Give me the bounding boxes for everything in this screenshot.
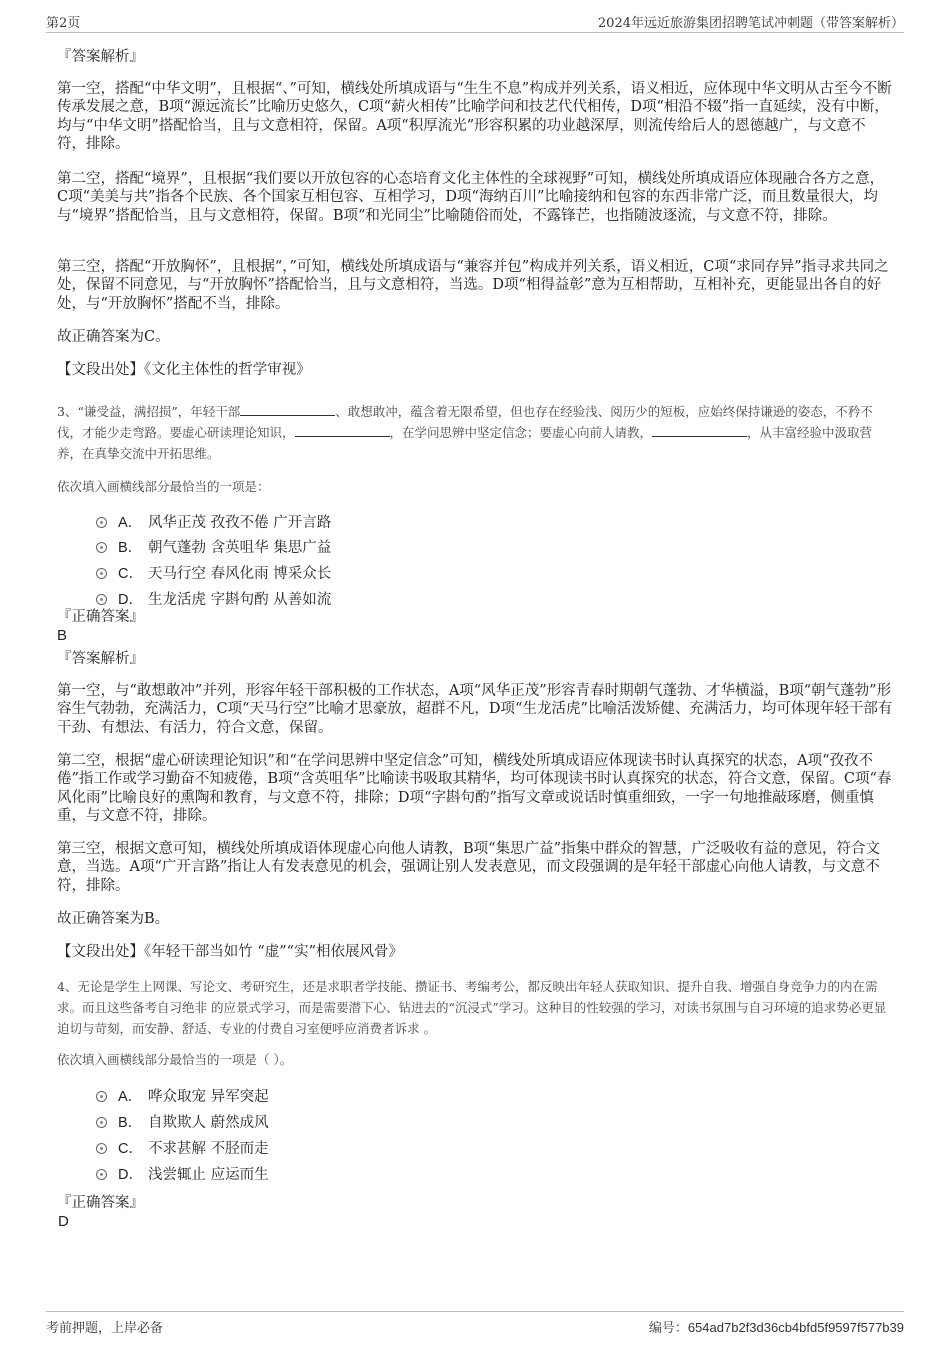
document-title: 2024年远近旅游集团招聘笔试冲刺题（带答案解析） (597, 16, 904, 31)
q3-source (57, 943, 894, 961)
blank-line (652, 424, 747, 437)
page-number: 第2页 (46, 16, 81, 31)
q2-source-label: 【文段出处】 (57, 362, 144, 378)
q2-analysis-p3: 第三空，搭配“开放胸怀”，且根据“，”可知，横线处所填成语与“兼容并包”构成并列关系，语义相近，C项“求同存异”指寻求共同之处，保留不同意见，与“开放胸怀”搭配恰当，且与文意相符，当选。D项“相得益彰”意为互相帮助，互相补充，更能显出各自的好处，与“开放胸怀”搭配不当，排除。 (57, 259, 889, 312)
q3-analysis-p1: 第一空，与“敢想敢冲”并列，形容年轻干部积极的工作状态，A项“风华正茂”形容青春时期朝气蓬勃、才华横溢，B项“朝气蓬勃”形容生气勃勃，充满活力，C项“天马行空”比喻才思豪放，超群不凡，D项“生龙活虎”比喻活泼矫健、充满活力，均可体现年轻干部有干劲、有想法、有活力，符合文意，保留。 (57, 683, 893, 736)
option-text: 天马行空 春风化雨 博采众长 (148, 566, 332, 582)
q2-analysis-p2: 第二空，搭配“境界”，且根据“我们要以开放包容的心态培育文化主体性的全球视野”可知，横线处所填成语应体现融合各方之意，C项“美美与共”指各个民族、各个国家互相包容、互相学习，D项“海纳百川”比喻接纳和包容的东西非常广泛，而且数量很大，均与“境界”搭配恰当，且与文意相符，保留。B项“和光同尘”比喻随俗而处，不露锋芒，也指随波逐流，与文意不符，排除。 (57, 171, 885, 224)
q3-answer: B (57, 627, 68, 644)
q3-option-c[interactable] (96, 564, 331, 584)
q4-answer: D (58, 1213, 69, 1230)
q4-option-c[interactable] (96, 1139, 269, 1159)
q2-conclusion: 故正确答案为C。 (57, 329, 170, 345)
page-header (46, 6, 904, 33)
q3-analysis-p2: 第二空，根据“虚心研读理论知识”和“在学问思辨中坚定信念”可知，横线处所填成语应体现读书时认真探究的状态，A项“孜孜不倦”指工作或学习勤奋不知疲倦，B项“含英咀华”比喻读书吸取其精华，均可体现读书时认真探究的状态，符合文意，保留。C项“春风化雨”比喻良好的熏陶和教育，与文意不符，排除；D项“字斟句酌”指写文章或说话时慎重细致，一字一句地推敲琢磨，侧重慎重，与文意不符，排除。 (57, 753, 892, 825)
q3-source-label: 【文段出处】 (57, 944, 144, 960)
q3-option-a[interactable] (96, 513, 331, 533)
blank-line (240, 403, 335, 416)
option-text: 自欺欺人 蔚然成风 (148, 1115, 269, 1131)
radio-icon[interactable] (96, 1091, 107, 1102)
radio-icon[interactable] (96, 542, 107, 553)
q4-stem: 4、无论是学生上网课、写论文、考研究生，还是求职者学技能、攒证书、考编考公，都反映出年轻人获取知识、提升自我、增强自身竞争力的内在需求。而且这些备考自习绝非 的应景式学习，而是需要潜下心、钻进去的“沉浸式”学习。这种目的性较强的学习，对读书氛围与自习环境的追求势必更显迫切与苛刻，而安静、舒适、专业的付费自习室便呼应消费者诉求 。 (57, 979, 887, 1036)
q3-stem-part-a: 3、“谦受益，满招损”，年轻干部 (57, 404, 241, 419)
q2-source-title: 《文化主体性的哲学审视》 (144, 362, 311, 378)
option-text: 不求甚解 不胫而走 (148, 1141, 269, 1157)
footer-code: 编号：654ad7b2f3d36cb4bfd5f9597f577b39 (648, 1320, 904, 1335)
option-key: D． (118, 1167, 143, 1183)
option-text: 生龙活虎 字斟句酌 从善如流 (148, 592, 332, 608)
q3-stem-part-c: ，在学问思辨中坚定信念；要虚心向前人请教， (389, 425, 653, 440)
option-key: B． (118, 540, 143, 556)
option-key: A． (118, 515, 143, 531)
footer-slogan: 考前押题，上岸必备 (46, 1321, 164, 1336)
q3-analysis-label: 『答案解析』 (57, 651, 144, 667)
option-text: 风华正茂 孜孜不倦 广开言路 (148, 515, 332, 531)
q3-stem-part-d: ，从丰富经验中汲取营养，在真挚交流中开拓思维。 (57, 425, 873, 461)
option-key: A． (118, 1089, 143, 1105)
radio-icon[interactable] (96, 1143, 107, 1154)
q3-conclusion: 故正确答案为B。 (57, 911, 170, 927)
q2-source (57, 361, 894, 379)
option-key: C． (118, 1141, 143, 1157)
option-key: C． (118, 566, 143, 582)
q4-answer-label: 『正确答案』 (57, 1195, 144, 1211)
option-key: D． (118, 592, 143, 608)
q4-option-a[interactable] (96, 1087, 269, 1107)
q3-source-title: 《年轻干部当如竹 “虚”“实”相依展风骨》 (144, 944, 404, 960)
q4-option-d[interactable] (96, 1165, 269, 1185)
radio-icon[interactable] (96, 517, 107, 528)
q3-stem-part-b: 、敢想敢冲，蕴含着无限希望，但也存在经验浅、阅历少的短板，应始终保持谦逊的姿态，不矜不伐，才能少走弯路。要虚心研读理论知识， (57, 404, 873, 440)
radio-icon[interactable] (96, 568, 107, 579)
q4-prompt: 依次填入画横线部分最恰当的一项是（ ）。 (57, 1052, 293, 1067)
q3-analysis-p3: 第三空，根据文意可知，横线处所填成语体现虚心向他人请教，B项“集思广益”指集中群众的智慧，广泛吸收有益的意见，符合文意，当选。A项“广开言路”指让人有发表意见的机会，强调让别人发表意见，而文段强调的是年轻干部虚心向他人请教，与文意不符，排除。 (57, 841, 880, 894)
q3-answer-label: 『正确答案』 (57, 609, 144, 625)
q3-stem (57, 401, 897, 464)
q2-analysis-label: 『答案解析』 (57, 49, 144, 65)
radio-icon[interactable] (96, 594, 107, 605)
page-footer (46, 1311, 904, 1336)
option-key: B． (118, 1115, 143, 1131)
option-text: 朝气蓬勃 含英咀华 集思广益 (148, 540, 332, 556)
q3-option-b[interactable] (96, 538, 331, 558)
radio-icon[interactable] (96, 1117, 107, 1128)
option-text: 浅尝辄止 应运而生 (148, 1167, 269, 1183)
q2-analysis-p1: 第一空，搭配“中华文明”，且根据“、”可知，横线处所填成语与“生生不息”构成并列关系，语义相近，应体现中华文明从古至今不断传承发展之意，B项“源远流长”比喻历史悠久，C项“薪火相传”比喻学问和技艺代代相传，D项“相沿不辍”指一直延续，没有中断，均与“中华文明”搭配恰当，且与文意相符，保留。A项“积厚流光”形容积累的功业越深厚，则流传给后人的恩德越广，与文意不符，排除。 (57, 81, 892, 153)
radio-icon[interactable] (96, 1169, 107, 1180)
q4-option-b[interactable] (96, 1113, 269, 1133)
blank-line (295, 424, 390, 437)
q3-option-d[interactable] (96, 590, 331, 610)
q3-prompt: 依次填入画横线部分最恰当的一项是： (57, 479, 270, 494)
option-text: 哗众取宠 异军突起 (148, 1089, 269, 1105)
